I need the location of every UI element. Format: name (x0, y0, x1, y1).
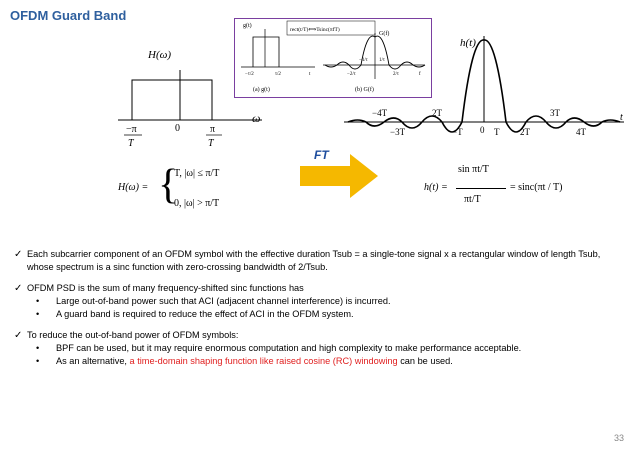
inset-caption-a: (a) g(t) (253, 87, 270, 93)
bullet-2 (14, 282, 624, 295)
bullet-list (14, 248, 624, 368)
inset-rtick-b: −1/τ (359, 58, 368, 63)
bullet-3 (14, 329, 624, 342)
page-number: 33 (613, 433, 624, 443)
formula-h-lhs: h(t) = (424, 182, 448, 193)
bullet-3-text: To reduce the out-of-band power of OFDM symbols: (27, 330, 239, 340)
tick-pos-pi-den: T (208, 138, 214, 149)
bullet-3-sub-2 (36, 355, 624, 368)
sinc-tick-b5: 2T (520, 127, 530, 137)
sinc-tick-b1: −3T (390, 127, 406, 137)
inset-tick-b: τ/2 (275, 72, 281, 77)
inset-G-label: G(f) (379, 31, 390, 37)
formula-h-den: πt/T (464, 194, 481, 205)
slide-title: OFDM Guard Band (10, 8, 127, 23)
formula-H-lhs: H(ω) = (118, 182, 149, 193)
bullet-3-sub-2-post: can be used. (397, 356, 453, 366)
sinc-plot (344, 30, 630, 145)
checkmark-icon: ✓ (14, 330, 23, 341)
bullet-dot-icon: • (36, 296, 40, 306)
sinc-x-label: t (620, 112, 623, 123)
bullet-dot-icon: • (36, 309, 40, 319)
formula-H-case2: 0, |ω| > π/T (174, 198, 220, 209)
sinc-tick-b2: −T (452, 127, 463, 137)
bullet-3-sub-2-highlight: a time-domain shaping function like raised cosine (RC) windowing (129, 356, 398, 366)
bullet-2-text: OFDM PSD is the sum of many frequency-shifted sinc functions has (27, 283, 304, 293)
sinc-tick-b4: T (494, 127, 500, 137)
bullet-3-sub-1 (36, 342, 624, 355)
tick-zero: 0 (175, 123, 180, 134)
ft-label: FT (314, 148, 329, 162)
inset-rtick-a: −2/τ (347, 72, 356, 77)
inset-g-label: g(t) (243, 23, 252, 29)
h-omega-label: H(ω) (148, 49, 172, 61)
bullet-3-sub-2-pre: As an alternative, (56, 356, 130, 366)
inset-tick-a: −τ/2 (245, 72, 254, 77)
tick-pos-pi: π (210, 124, 216, 135)
inset-rtick-e: f (419, 72, 421, 77)
tick-neg-pi: −π (126, 124, 137, 135)
bullet-2-sub-2 (36, 308, 624, 321)
bullet-2-sub-1 (36, 295, 624, 308)
inset-box-text: rect(t/T)⟺Tsinc(πfT) (290, 27, 340, 33)
tick-neg-pi-den: T (128, 138, 134, 149)
sinc-tick-a3: 3T (550, 108, 560, 118)
bullet-dot-icon: • (36, 343, 40, 353)
inset-caption-b: (b) G(f) (355, 87, 374, 93)
bullet-2-sub-1-text: Large out-of-band power such that ACI (adjacent channel interference) is incurred. (56, 296, 391, 306)
formula-h (424, 160, 624, 220)
sinc-tick-b6: 4T (576, 127, 586, 137)
ft-arrow (300, 150, 380, 202)
formula-h-num: sin πt/T (458, 164, 489, 175)
checkmark-icon: ✓ (14, 283, 23, 294)
formula-H (118, 160, 288, 220)
bullet-dot-icon: • (36, 356, 40, 366)
omega-axis-label: ω (252, 111, 261, 125)
bullet-1 (14, 248, 624, 274)
formula-H-brace: { (158, 162, 179, 208)
sinc-tick-b3: 0 (480, 125, 485, 135)
bullet-3-sub-2-text (56, 355, 453, 368)
formula-h-bar (456, 188, 506, 189)
formula-H-case1: T, |ω| ≤ π/T (174, 168, 220, 179)
sinc-tick-a1: −4T (372, 108, 388, 118)
inset-rtick-c: 1/τ (379, 58, 385, 63)
inset-rtick-d: 2/τ (393, 72, 399, 77)
checkmark-icon: ✓ (14, 249, 23, 260)
bullet-3-sub-1-text: BPF can be used, but it may require enormous computation and high complexity to make performance acceptable. (56, 343, 522, 353)
sinc-tick-a2: 2T (432, 108, 442, 118)
inset-tick-c: t (309, 72, 311, 77)
bullet-2-sub-2-text: A guard band is required to reduce the effect of ACI in the OFDM system. (56, 309, 354, 319)
formula-h-rhs: = sinc(πt / T) (510, 182, 563, 193)
bullet-1-text: Each subcarrier component of an OFDM symbol with the effective duration Tsub = a single-tone signal x a rectangular window of length Tsub, whose spectrum is a sinc function with zero-crossing bandwidth of 2/Tsub. (27, 249, 601, 272)
ft-arrow-shape (300, 150, 380, 202)
sinc-y-label: h(t) (460, 37, 476, 49)
